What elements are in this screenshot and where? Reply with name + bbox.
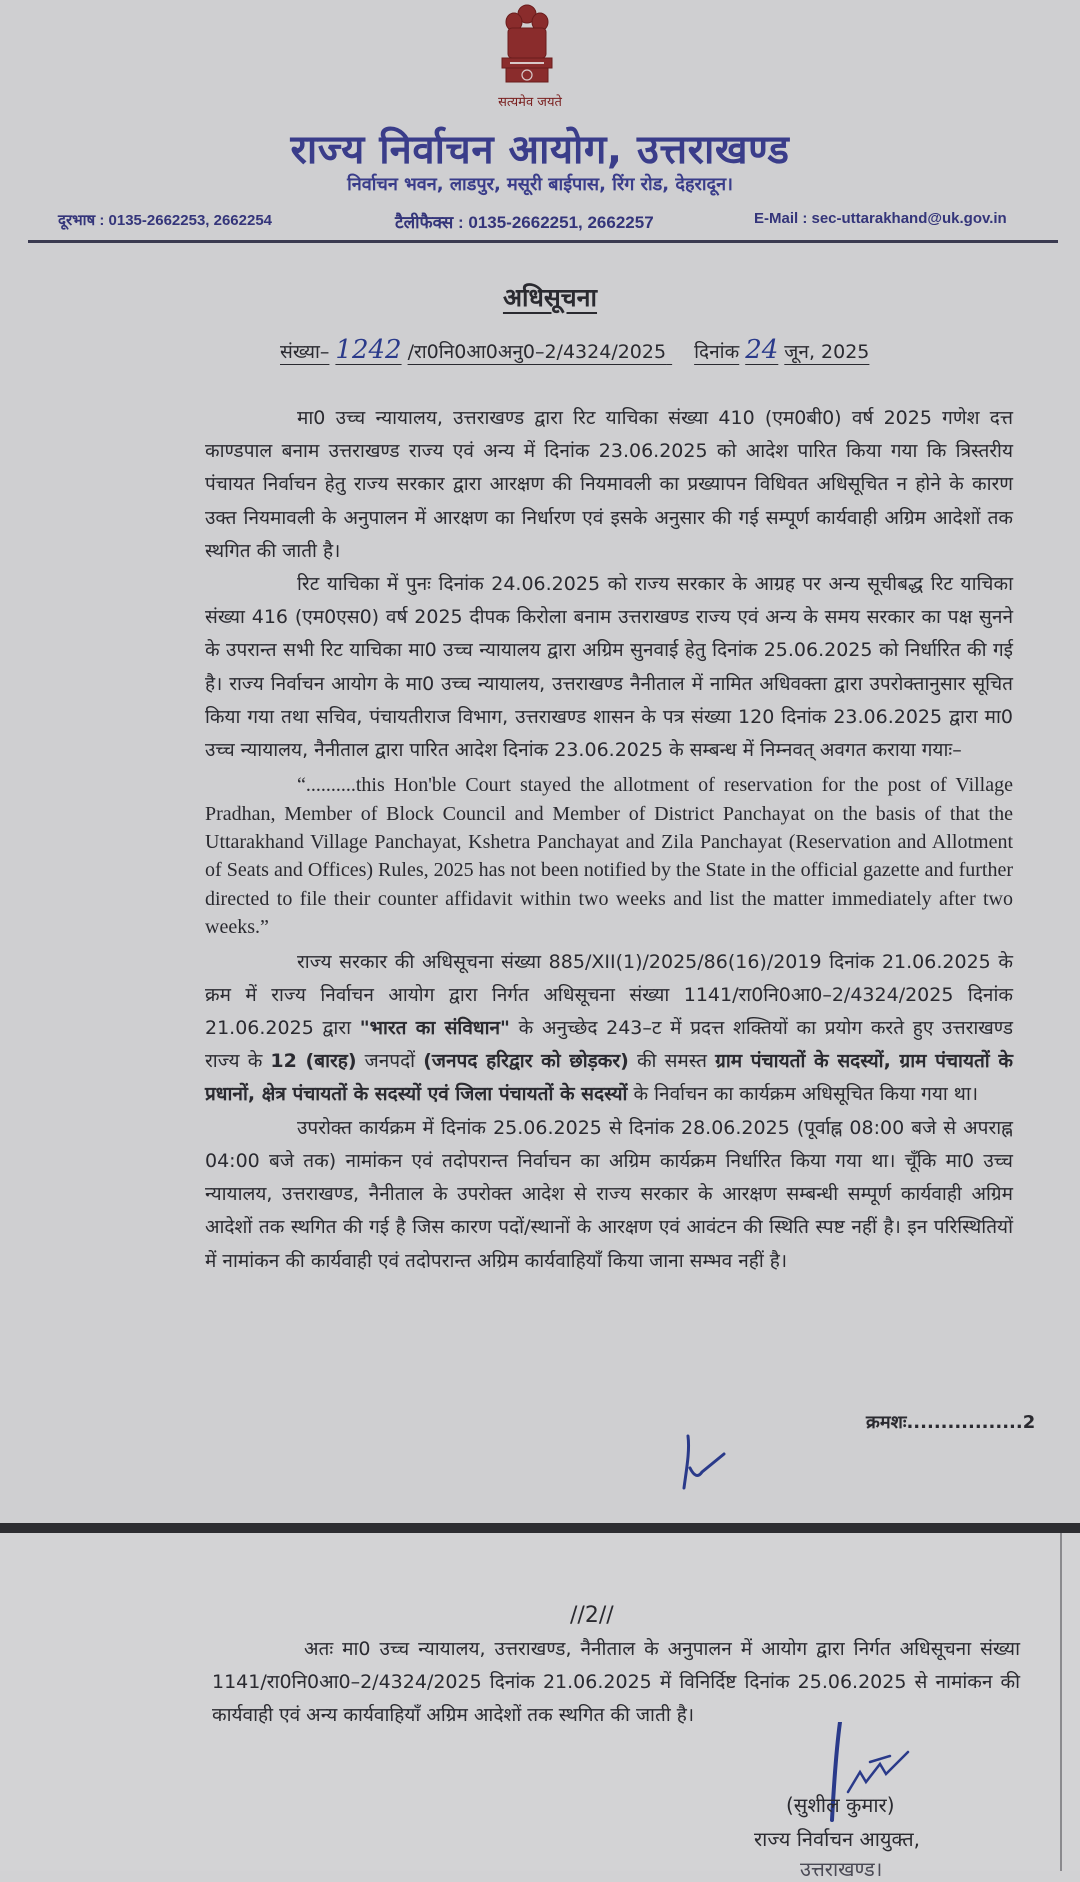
paragraph-1: मा0 उच्च न्यायालय, उत्तराखण्ड द्वारा रिट याचिका संख्या 410 (एम0बी0) वर्ष 2025 गणेश दत्त काण्डपाल बनाम उत्तराखण्ड राज्य एवं अन्य में दिनांक 23.06.2025 को आदेश पारित किया गया कि त्रिस्तरीय पंचायत निर्वाचन हेतु राज्य सरकार द्वारा आरक्षण की नियमावली का प्रख्यापन विधिवत अधिसूचित न होने के कारण उक्त नियमावली के अनुपालन में आरक्षण का निर्धारण एवं इसके अनुसार की गई सम्पूर्ण कार्यवाही अग्रिम आदेशों तक स्थगित की जाती है।	[205, 407, 1013, 562]
paragraph-3	[205, 946, 1013, 1112]
email-address: E-Mail : sec-uttarakhand@uk.gov.in	[754, 210, 1007, 227]
court-quote: “..........this Hon'ble Court stayed the allotment of reservation for the post of Village Pradhan, Member of Block Council and Member of District Panchayat on the basis of that the Uttarakhand Village Panchayat, Kshetra Panchayat and Zila Panchayat (Reservation and Allotment of Seats and Offices) Rules, 2025 has not been notified by the State in the official gazette and further directed to file their counter affidavit within two weeks and list the matter immediately after two weeks.”	[205, 774, 1013, 939]
notice-body	[205, 402, 1013, 1278]
district-count: 12 (बारह)	[270, 1050, 357, 1073]
ref-number: 1242	[335, 335, 402, 365]
constitution-ref: "भारत का संविधान"	[359, 1017, 510, 1040]
date-label: दिनांक	[694, 341, 740, 363]
page-edge	[1060, 1533, 1062, 1871]
posts-list: ग्राम पंचायतों के सदस्यों, ग्राम पंचायतों के प्रधानों, क्षेत्र पंचायतों के सदस्यों एवं जिला पंचायतों के सदस्यों	[205, 1050, 1014, 1106]
page-separator	[0, 1523, 1080, 1533]
office-address: निर्वाचन भवन, लाडपुर, मसूरी बाईपास, रिंग रोड, देहरादून।	[347, 174, 733, 195]
para3-text: के निर्वाचन का कार्यक्रम अधिसूचित किया गया था।	[627, 1083, 979, 1106]
ref-prefix: संख्या–	[280, 341, 330, 363]
ref-suffix: /रा0नि0आ0अनु0–2/4324/2025	[407, 341, 667, 363]
signatory-name: (सुशील कुमार)	[786, 1793, 895, 1817]
para3-text: के अनुच्छेद 243–ट में प्रदत्त शक्तियों का प्रयोग करते हुए उत्तराखण्ड राज्य के	[205, 1017, 1014, 1073]
signatory-place: उत्तराखण्ड।	[800, 1857, 883, 1881]
para3-text: राज्य सरकार की अधिसूचना संख्या 885/XII(1)/2025/86(16)/2019 दिनांक 21.06.2025 के क्रम में राज्य निर्वाचन आयोग द्वारा निर्गत अधिसूचना संख्या 1141/रा0नि0आ0–2/4324/2025 दिनांक 21.06.2025 द्वारा	[205, 950, 1013, 1040]
office-title: राज्य निर्वाचन आयोग, उत्तराखण्ड	[290, 127, 790, 173]
notice-heading: अधिसूचना	[502, 283, 598, 312]
para3-text: की समस्त	[628, 1050, 716, 1073]
date-rest: जून, 2025	[784, 341, 870, 363]
fax-number: टैलीफैक्स : 0135-2662251, 2662257	[395, 213, 654, 232]
para3-text: जनपदों	[356, 1050, 424, 1073]
district-exclusion: (जनपद हरिद्वार को छोड़कर)	[423, 1050, 629, 1073]
paragraph-2: रिट याचिका में पुनः दिनांक 24.06.2025 को राज्य सरकार के आग्रह पर अन्य सूचीबद्ध रिट याचिका संख्या 416 (एम0एस0) वर्ष 2025 दीपक किरोला बनाम उत्तराखण्ड राज्य एवं अन्य के समय सरकार का पक्ष सुनने के उपरान्त सभी रिट याचिका मा0 उच्च न्यायालय द्वारा अग्रिम सुनवाई हेतु दिनांक 25.06.2025 को निर्धारित की गई है। राज्य निर्वाचन आयोग के मा0 उच्च न्यायालय, उत्तराखण्ड नैनीताल में नामित अधिवक्ता द्वारा उपरोक्तानुसार सूचित किया गया तथा सचिव, पंचायतीराज विभाग, उत्तराखण्ड शासन के पत्र संख्या 120 दिनांक 23.06.2025 द्वारा मा0 उच्च न्यायालय, नैनीताल द्वारा पारित आदेश दिनांक 23.06.2025 के सम्बन्ध में निम्नवत् अवगत कराया गयाः–	[205, 573, 1013, 762]
initials-signature-icon	[676, 1432, 736, 1492]
motto: सत्यमेव जयते	[498, 95, 562, 110]
header-divider	[28, 240, 1058, 243]
paragraph-4: उपरोक्त कार्यक्रम में दिनांक 25.06.2025 से दिनांक 28.06.2025 (पूर्वाह्न 08:00 बजे से अपराह्न 04:00 बजे तक) नामांकन एवं तदोपरान्त निर्वाचन का अग्रिम कार्यक्रम निर्धारित किया गया था। चूँकि मा0 उच्च न्यायालय, उत्तराखण्ड, नैनीताल के उपरोक्त आदेश से राज्य सरकार के आरक्षण सम्बन्धी सम्पूर्ण कार्यवाही अग्रिम आदेशों तक स्थगित की गई है जिस कारण पदों/स्थानों के आरक्षण एवं आवंटन की स्थिति स्पष्ट नहीं है। इन परिस्थितियों में नामांकन की कार्यवाही एवं तदोपरान्त अग्रिम कार्यवाहियाँ किया जाना सम्भव नहीं है।	[205, 1116, 1013, 1272]
paragraph-5: अतः मा0 उच्च न्यायालय, उत्तराखण्ड, नैनीताल के अनुपालन में आयोग द्वारा निर्गत अधिसूचना संख्या 1141/रा0नि0आ0–2/4324/2025 दिनांक 21.06.2025 में विनिर्दिष्ट दिनांक 25.06.2025 से नामांकन की कार्यवाही एवं अन्य कार्यवाहियाँ अग्रिम आदेशों तक स्थगित की जाती है।	[212, 1638, 1020, 1726]
page-number: //2//	[570, 1603, 614, 1628]
continued-marker: क्रमशः.................2	[866, 1412, 1036, 1433]
state-emblem-icon	[492, 2, 562, 94]
reference-line	[280, 335, 940, 365]
phone-number: दूरभाष : 0135-2662253, 2662254	[58, 212, 273, 229]
date-day: 24	[745, 335, 779, 365]
page2-body	[212, 1633, 1020, 1732]
signatory-title: राज्य निर्वाचन आयुक्त,	[754, 1827, 921, 1851]
